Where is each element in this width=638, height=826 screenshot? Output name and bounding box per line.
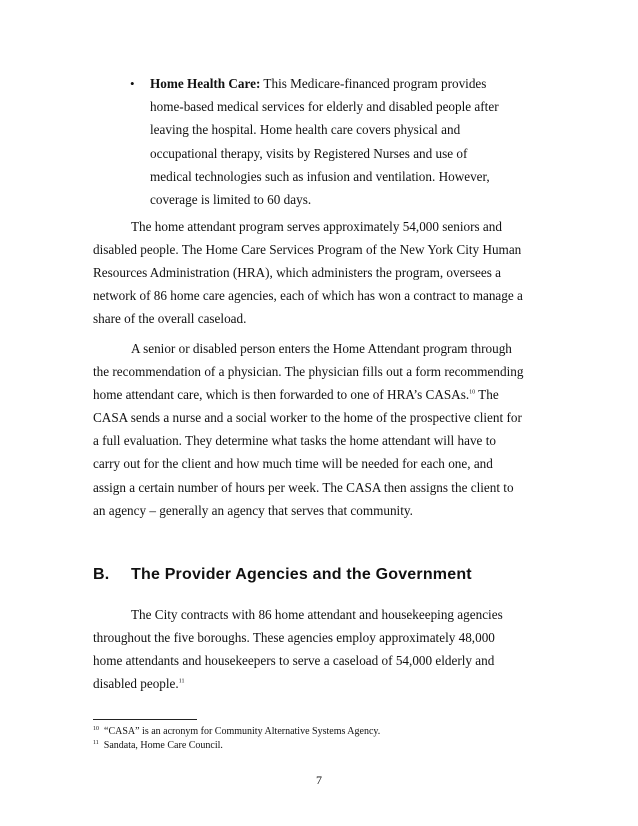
bullet-description: This Medicare-financed program provides home-based medical services for elderly and disabled people after leaving the hospital. Home health care covers physical and occupational therapy, visits by Registered Nurses and use of medical technologies such as infusion and ventilation. However, coverage is limited to 60 days. [150, 76, 499, 208]
footnote-text: “CASA” is an acronym for Community Alternative Systems Agency. [104, 726, 381, 737]
section-title: The Provider Agencies and the Government [131, 566, 472, 583]
section-heading [93, 566, 472, 584]
bullet-symbol: • [130, 76, 135, 91]
paragraph-text: A senior or disabled person enters the Home Attendant program through the recommendation of a physician. The physician fills out a form recommending home attendant care, which is then forwarded to one of HRA’s CASAs. [93, 341, 524, 403]
footnote-reference[interactable]: 11 [178, 678, 185, 685]
paragraph-home-attendant-program: The home attendant program serves approximately 54,000 seniors and disabled people. The Home Care Services Program of the New York City Human Resources Administration (HRA), which administers the program, oversees a network of 86 home care agencies, each of which has won a contract to manage a share of the overall caseload. [93, 219, 523, 327]
footnote-number: 11 [93, 739, 99, 746]
footnote-reference[interactable]: 10 [469, 389, 476, 396]
paragraph-enrollment-process [93, 337, 525, 522]
paragraph-text: The City contracts with 86 home attendant and housekeeping agencies throughout the five boroughs. These agencies employ approximately 48,000 home attendants and housekeepers to serve a caseload of 54,000 elderly and disabled people. [93, 607, 503, 692]
footnote-10 [93, 725, 380, 738]
footnote-number: 10 [93, 725, 99, 732]
paragraph-text: The CASA sends a nurse and a social worker to the home of the prospective client for a full evaluation. They determine what tasks the home attendant will have to carry out for the client and how much time will be needed for each one, and assign a certain number of hours per week. The CASA then assigns the client to an agency – generally an agency that serves that community. [93, 387, 522, 518]
bullet-body [150, 72, 510, 211]
footnote-11 [93, 739, 223, 752]
section-letter: B. [93, 566, 110, 583]
footnote-separator [93, 719, 197, 720]
bullet-title: Home Health Care: [150, 76, 261, 91]
footnote-text: Sandata, Home Care Council. [103, 740, 223, 751]
paragraph-city-contracts [93, 603, 525, 695]
page-number: 7 [316, 773, 322, 787]
